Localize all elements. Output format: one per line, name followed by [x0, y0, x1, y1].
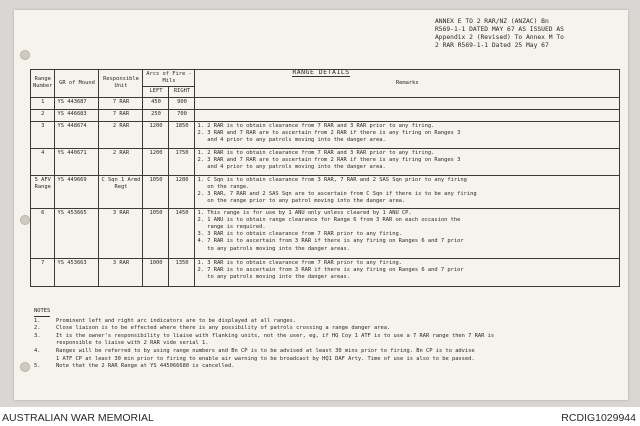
remark-line: 1. 2 RAR is to obtain clearance from 7 RAR and 3 RAR prior to any firing. [197, 149, 435, 156]
cell-remarks [195, 97, 620, 109]
remark-line: 2. 3 RAR and 7 RAR are to ascertain from 2 RAR if there is any firing on Ranges 3 [197, 156, 461, 163]
header-line: R569-1-1 DATED MAY 67 AS ISSUED AS [435, 26, 564, 33]
note-item [34, 325, 614, 333]
remark-line: and 4 prior to any patrols moving into the danger area. [197, 137, 386, 144]
cell-arc-left: 1200 [143, 121, 169, 148]
note-item [34, 356, 614, 364]
document-title: RANGE DETAILS [292, 68, 350, 76]
header-left: LEFT [143, 87, 169, 97]
cell-remarks [195, 175, 620, 208]
cell-arc-left: 450 [143, 97, 169, 109]
cell-remarks [195, 148, 620, 175]
remark-line: 3. 3 RAR is to obtain clearance from 7 RAR prior to any firing. [197, 231, 402, 238]
header-line: Appendix 2 (Revised) To Annex M To [435, 34, 564, 41]
header-line: 2 RAR R569-1-1 Dated 25 May 67 [435, 42, 549, 49]
footer-source: AUSTRALIAN WAR MEMORIAL [2, 412, 154, 424]
cell-remarks [195, 258, 620, 286]
remark-line: 1. 3 RAR is to obtain clearance from 7 RAR prior to any firing. [197, 259, 402, 266]
note-number: 4. [34, 347, 41, 354]
cell-responsible-unit: 7 RAR [99, 109, 143, 121]
cell-remarks [195, 109, 620, 121]
note-text: Note that the 2 RAR Range at YS 445066680 is cancelled. [56, 363, 235, 370]
note-text: 1 ATF CP at least 30 min prior to firing to enable air warning to be broadcast by HQ1 DAF Arty. Time of use is also to be passed. [56, 355, 475, 362]
note-number: 3. [34, 332, 41, 339]
header-responsible-unit: Responsible Unit [99, 70, 143, 98]
cell-gr-of-mound: YS 453663 [55, 258, 99, 286]
cell-arc-left: 1050 [143, 208, 169, 258]
remark-line: 2. 3 RAR and 7 RAR are to ascertain from 2 RAR if there is any firing on Ranges 3 [197, 129, 461, 136]
cell-gr-of-mound: YS 446683 [55, 109, 99, 121]
cell-range-number: 1 [31, 97, 55, 109]
cell-gr-of-mound: YS 443687 [55, 97, 99, 109]
cell-arc-right: 1850 [169, 121, 195, 148]
note-item [34, 348, 614, 356]
cell-arc-right: 1280 [169, 175, 195, 208]
cell-responsible-unit: 3 RAR [99, 208, 143, 258]
cell-range-number: 3 [31, 121, 55, 148]
cell-remarks [195, 208, 620, 258]
header-range-number: Range Number [31, 70, 55, 98]
cell-gr-of-mound: YS 440671 [55, 148, 99, 175]
note-number: 2. [34, 325, 41, 332]
note-item [34, 318, 614, 326]
cell-arc-right: 1450 [169, 208, 195, 258]
header-remarks: Remarks [195, 70, 620, 98]
document-reference-header [435, 18, 620, 50]
cell-responsible-unit: C Sqn 1 Armd Regt [99, 175, 143, 208]
table-row [31, 208, 620, 258]
cell-arc-left: 250 [143, 109, 169, 121]
remark-line: 4. 7 RAR is to ascertain from 3 RAR if there is any firing on Ranges 6 and 7 prior [197, 238, 464, 245]
note-text: responsible to liaise with 2 RAR vide serial 1. [56, 340, 209, 347]
note-item [34, 340, 614, 348]
cell-range-number: 7 [31, 258, 55, 286]
cell-range-number: 5 AFV Range [31, 175, 55, 208]
notes-section [34, 308, 614, 371]
cell-responsible-unit: 2 RAR [99, 148, 143, 175]
cell-range-number: 6 [31, 208, 55, 258]
header-line: ANNEX E TO 2 RAR/NZ (ANZAC) Bn [435, 18, 549, 25]
punch-hole [20, 50, 30, 60]
table-row [31, 109, 620, 121]
note-text: It is the owner's responsibility to liaise with flanking units, not the user, eg, if HQ Coy 1 ATF is to use a 7 RAR range then 7 RAR is [56, 332, 495, 339]
notes-list [34, 318, 614, 371]
cell-range-number: 4 [31, 148, 55, 175]
range-details-table [30, 69, 620, 287]
remark-line: 1. This range is for use by 1 ANU only unless cleared by 1 ANU CP. [197, 209, 412, 216]
cell-gr-of-mound: YS 449669 [55, 175, 99, 208]
table-row [31, 121, 620, 148]
table-row [31, 148, 620, 175]
cell-gr-of-mound: YS 448674 [55, 121, 99, 148]
cell-responsible-unit: 7 RAR [99, 97, 143, 109]
remark-line: on the range. [197, 183, 250, 190]
table-row [31, 97, 620, 109]
cell-range-number: 2 [31, 109, 55, 121]
cell-arc-left: 1050 [143, 175, 169, 208]
remark-line: range is required. [197, 224, 266, 231]
note-item [34, 363, 614, 371]
archive-footer [0, 407, 640, 426]
cell-arc-left: 1200 [143, 148, 169, 175]
notes-heading: NOTES [34, 308, 50, 317]
footer-id: RCDIG1029944 [561, 412, 636, 424]
note-text: Ranges will be referred to by using range numbers and Bn CP is to be advised at least 30 mins prior to firing. Bn CP is to advise [56, 347, 475, 354]
header-right: RIGHT [169, 87, 195, 97]
remark-line: 1. 2 RAR is to obtain clearance from 7 RAR and 3 RAR prior to any firing. [197, 122, 435, 129]
cell-arc-left: 1000 [143, 258, 169, 286]
remark-line: 1. C Sqn is to obtain clearance from 3 RAR, 7 RAR and 2 SAS Sqn prior to any firing [197, 176, 467, 183]
cell-arc-right: 700 [169, 109, 195, 121]
cell-arc-right: 900 [169, 97, 195, 109]
punch-hole [20, 362, 30, 372]
header-gr-of-mound: GR of Mound [55, 70, 99, 98]
cell-responsible-unit: 2 RAR [99, 121, 143, 148]
note-number: 5. [34, 363, 41, 370]
cell-arc-right: 1750 [169, 148, 195, 175]
remark-line: to any patrols moving into the danger areas. [197, 274, 351, 281]
note-number: 1. [34, 317, 41, 324]
note-item [34, 333, 614, 341]
remark-line: 2. 3 RAR, 7 RAR and 2 SAS Sqn are to ascertain from C Sqn if there is to be any firing [197, 191, 477, 198]
remark-line: 2. 1 ANU is to obtain range clearance for Range 6 from 3 RAR on each occasion the [197, 216, 461, 223]
remark-line: 2. 7 RAR is to ascertain from 3 RAR if there is any firing on Ranges 6 and 7 prior [197, 266, 464, 273]
table-row [31, 175, 620, 208]
remark-line: on the range prior to any patrol moving into the danger area. [197, 198, 406, 205]
cell-remarks [195, 121, 620, 148]
header-arcs-of-fire: Arcs of Fire - Mils [143, 70, 195, 87]
cell-arc-right: 1350 [169, 258, 195, 286]
remark-line: to any patrols moving into the danger areas. [197, 245, 351, 252]
cell-gr-of-mound: YS 453665 [55, 208, 99, 258]
note-text: Close liaison is to be effected where there is any possibility of patrols crossing a range danger area. [56, 325, 391, 332]
cell-responsible-unit: 3 RAR [99, 258, 143, 286]
note-text: Prominent left and right arc indicators are to be displayed at all ranges. [56, 317, 297, 324]
remark-line: and 4 prior to any patrols moving into the danger area. [197, 164, 386, 171]
table-row [31, 258, 620, 286]
punch-hole [20, 215, 30, 225]
